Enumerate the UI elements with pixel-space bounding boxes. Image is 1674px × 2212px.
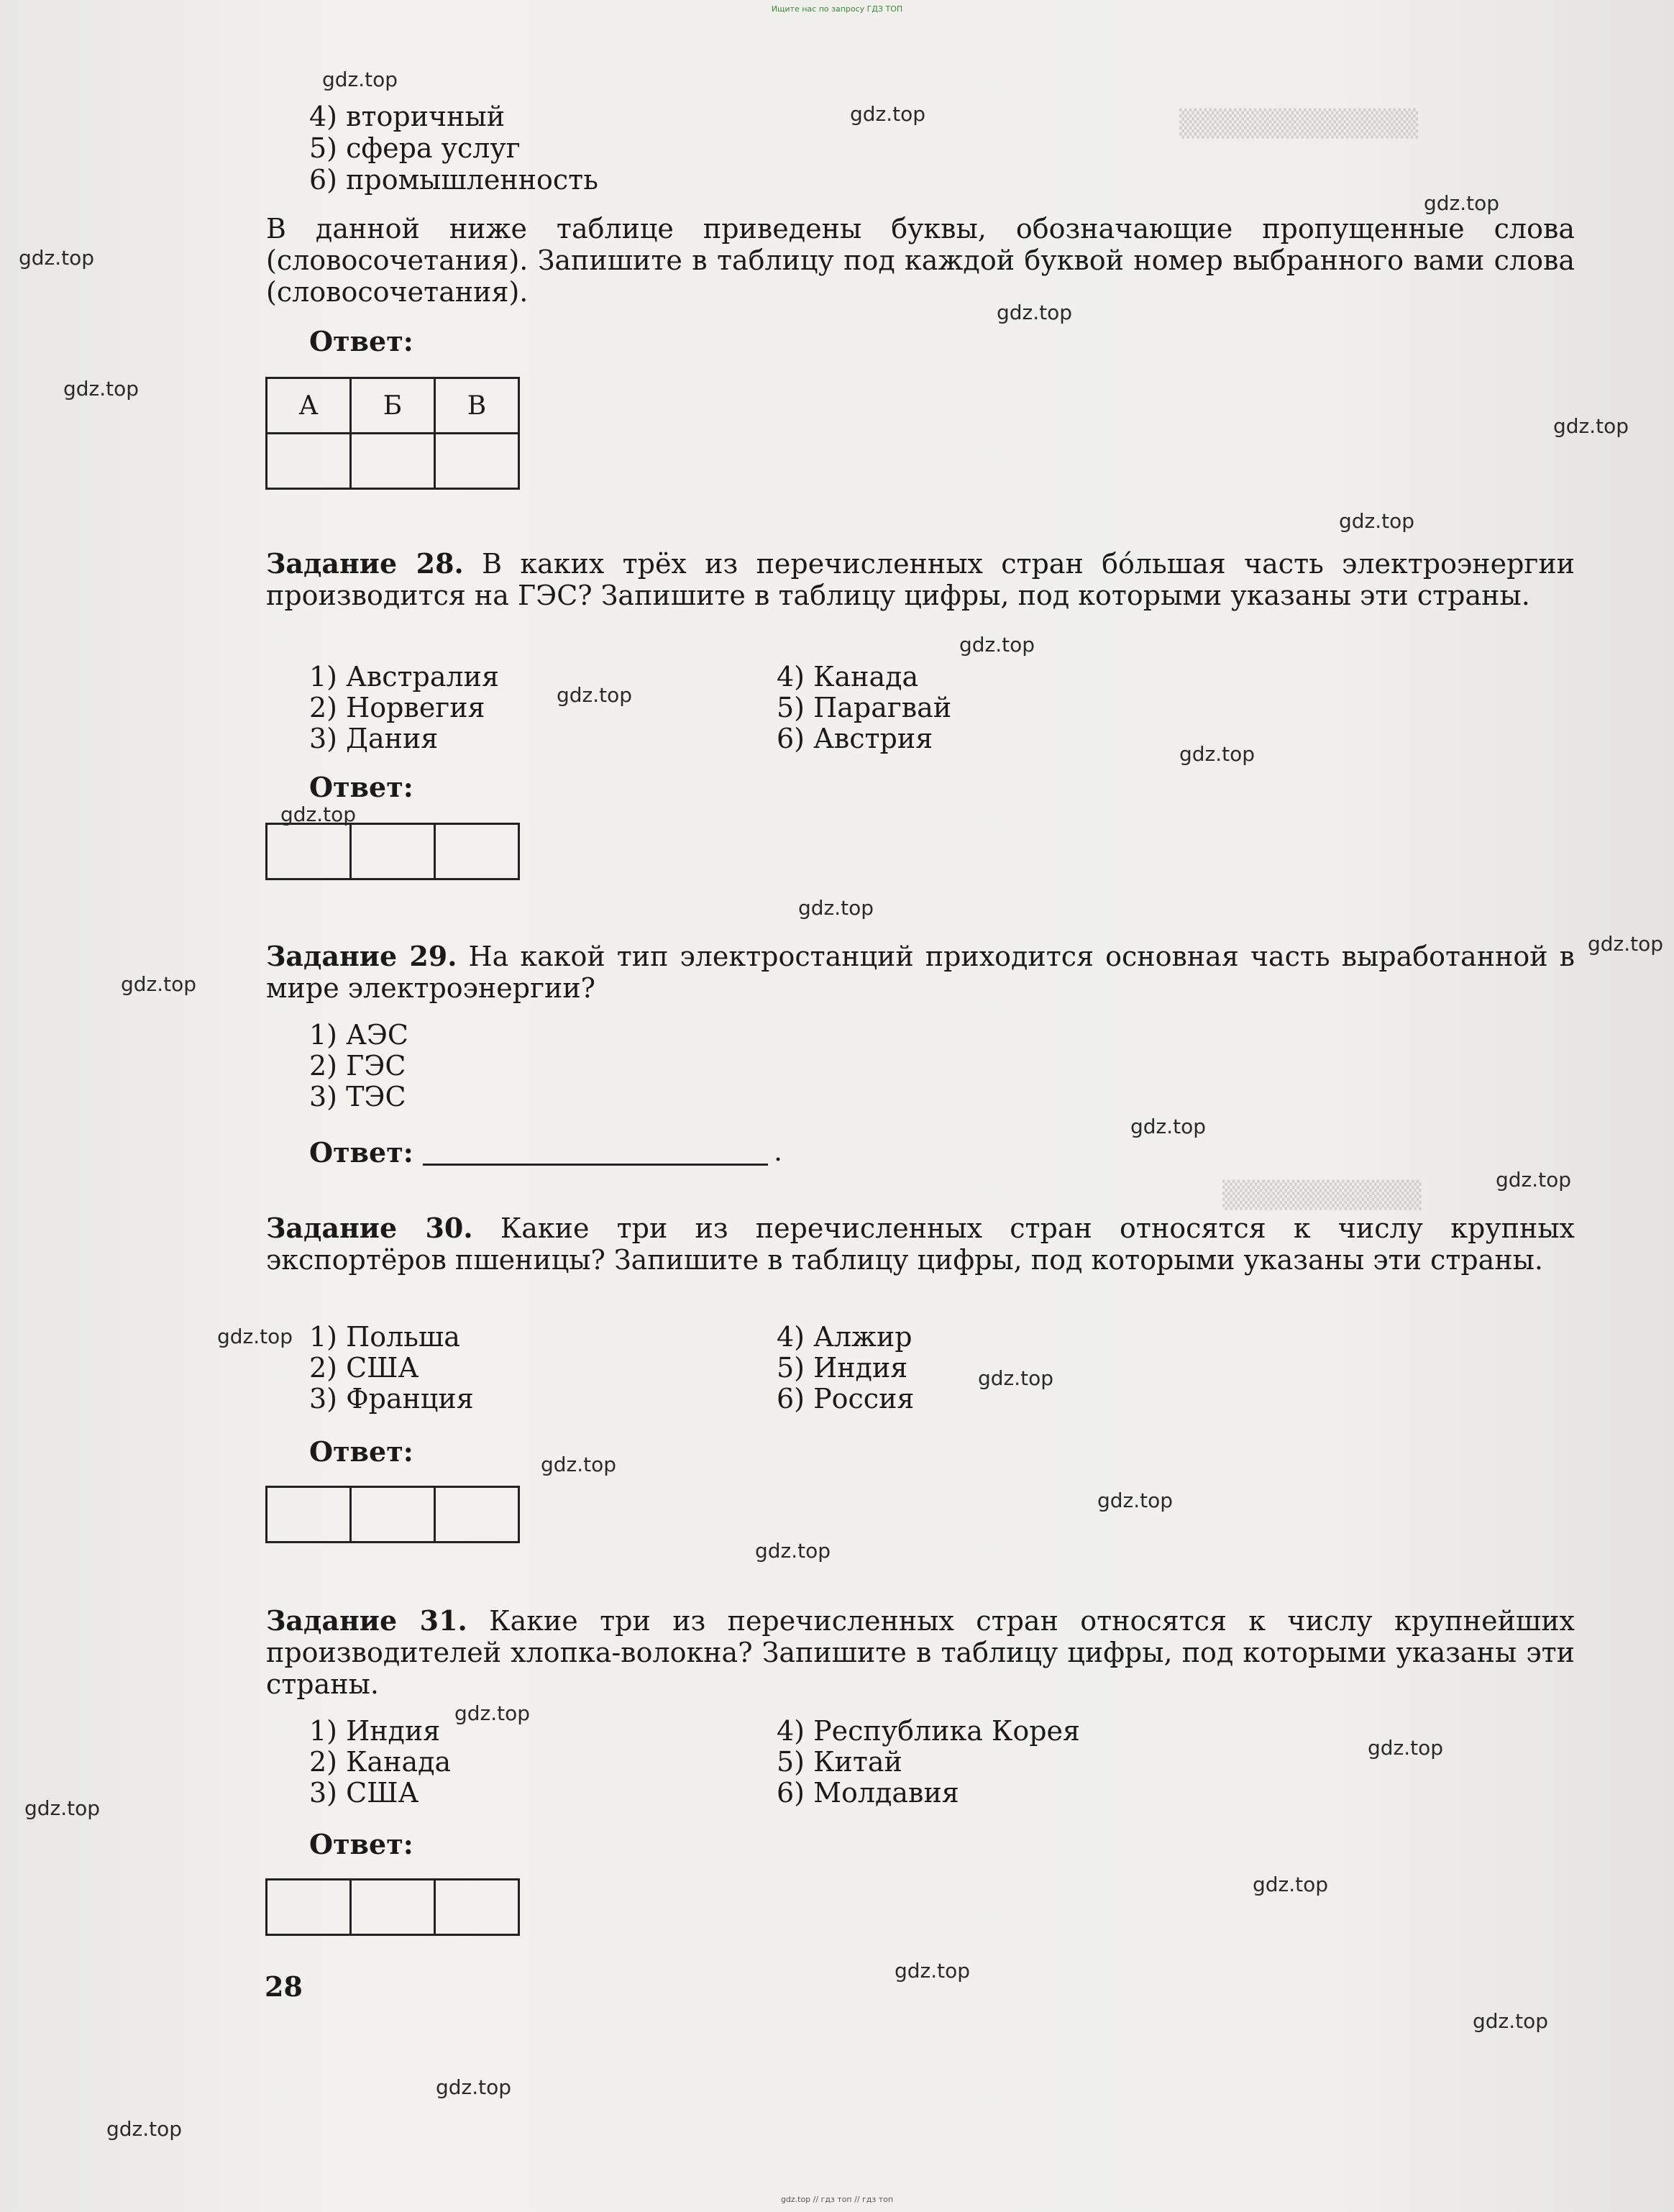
task30-option: 6) Россия xyxy=(777,1383,915,1415)
task29-text: На какой тип электростанций приходится основная часть выработанной в мире электроэнергии? xyxy=(266,941,1575,1004)
task28-option: 2) Норвегия xyxy=(309,692,485,723)
task30-option: 1) Польша xyxy=(309,1321,460,1353)
watermark: gdz.top xyxy=(322,68,398,91)
answer-cell[interactable] xyxy=(351,434,435,489)
watermark: gdz.top xyxy=(755,1539,831,1563)
answer-cell[interactable] xyxy=(435,824,519,879)
answer-cell[interactable] xyxy=(267,1880,351,1935)
task31-title: Задание 31. xyxy=(266,1604,467,1637)
task28-answer-table xyxy=(265,823,520,880)
task28-option: 6) Австрия xyxy=(777,723,933,754)
task30-option: 5) Индия xyxy=(777,1352,908,1384)
watermark: gdz.top xyxy=(557,683,633,707)
task29-block xyxy=(266,941,1575,1004)
watermark: gdz.top xyxy=(454,1701,531,1725)
watermark: gdz.top xyxy=(798,896,874,920)
watermark: gdz.top xyxy=(19,246,95,270)
bottom-banner: gdz.top // гдз топ // гдз топ xyxy=(780,2195,894,2204)
answer-cell[interactable] xyxy=(267,824,351,879)
answer-label: Ответ: xyxy=(309,771,413,803)
watermark: gdz.top xyxy=(850,102,926,126)
watermark: gdz.top xyxy=(121,972,197,996)
task28-option: 4) Канада xyxy=(777,661,919,693)
watermark: gdz.top xyxy=(895,1959,971,1983)
task29-answer-line[interactable] xyxy=(423,1164,768,1166)
task28-option: 3) Дания xyxy=(309,723,439,754)
intro-option: 5) сфера услуг xyxy=(309,132,521,164)
answer-cell[interactable] xyxy=(351,824,435,879)
task31-option: 6) Молдавия xyxy=(777,1777,959,1809)
task28-option: 5) Парагвай xyxy=(777,692,952,723)
task31-option: 2) Канада xyxy=(309,1746,452,1778)
task31-text: Какие три из перечисленных стран относятся к числу крупнейших производителей хлопка-волокна? Запишите в таблицу цифры, под которыми указаны эти страны. xyxy=(266,1605,1575,1700)
answer-cell[interactable] xyxy=(435,434,519,489)
watermark: gdz.top xyxy=(1588,932,1664,956)
watermark: gdz.top xyxy=(24,1796,101,1820)
task29-title: Задание 29. xyxy=(266,940,457,972)
task31-option: 3) США xyxy=(309,1777,419,1809)
watermark: gdz.top xyxy=(1339,509,1415,533)
table-header-a: А xyxy=(267,378,351,434)
task31-block xyxy=(266,1605,1575,1700)
task30-text: Какие три из перечисленных стран относятся к числу крупных экспортёров пшеницы? Запишите в таблицу цифры, под которыми указаны эти страны. xyxy=(266,1212,1575,1276)
task29-option: 3) ТЭС xyxy=(309,1081,406,1112)
task28-block xyxy=(266,548,1575,611)
answer-label: Ответ: xyxy=(309,1136,413,1169)
answer-cell[interactable] xyxy=(267,1487,351,1543)
watermark: gdz.top xyxy=(1253,1873,1329,1896)
answer-cell[interactable] xyxy=(267,434,351,489)
bleed-through: ▒▒▒▒▒▒▒▒▒▒ xyxy=(1222,1181,1422,1210)
task30-title: Задание 30. xyxy=(266,1212,473,1244)
answer-label: Ответ: xyxy=(309,325,413,357)
task30-option: 4) Алжир xyxy=(777,1321,913,1353)
watermark: gdz.top xyxy=(1424,191,1500,215)
task28-text: В каких трёх из перечисленных стран бо́льшая часть электроэнергии производится на ГЭС? Запишите в таблицу цифры, под которыми указаны эти страны. xyxy=(266,548,1575,611)
page-number: 28 xyxy=(265,1970,303,2003)
table-header-b: Б xyxy=(351,378,435,434)
answer-table-abv xyxy=(265,377,520,490)
watermark: gdz.top xyxy=(1130,1115,1207,1138)
watermark: gdz.top xyxy=(280,803,357,826)
answer-label: Ответ: xyxy=(309,1435,413,1468)
watermark: gdz.top xyxy=(1097,1489,1174,1512)
watermark: gdz.top xyxy=(959,633,1035,657)
watermark: gdz.top xyxy=(541,1453,617,1476)
answer-cell[interactable] xyxy=(435,1487,519,1543)
watermark: gdz.top xyxy=(978,1366,1054,1390)
watermark: gdz.top xyxy=(106,2117,183,2141)
watermark: gdz.top xyxy=(217,1325,293,1348)
table-header-v: В xyxy=(435,378,519,434)
task29-option: 1) АЭС xyxy=(309,1019,409,1051)
task31-option: 1) Индия xyxy=(309,1715,441,1747)
intro-text: В данной ниже таблице приведены буквы, обозначающие пропущенные слова (словосочетания). Запишите в таблицу под каждой буквой номер выбранного вами слова (словосочетания). xyxy=(266,213,1575,308)
task28-option: 1) Австралия xyxy=(309,661,499,693)
watermark: gdz.top xyxy=(63,377,140,401)
watermark: gdz.top xyxy=(1473,2009,1549,2033)
watermark: gdz.top xyxy=(1179,742,1256,766)
answer-dot: . xyxy=(774,1135,783,1167)
task31-answer-table xyxy=(265,1878,520,1936)
watermark: gdz.top xyxy=(436,2075,512,2099)
task30-answer-table xyxy=(265,1486,520,1543)
answer-cell[interactable] xyxy=(351,1880,435,1935)
task29-option: 2) ГЭС xyxy=(309,1050,406,1082)
intro-option: 4) вторичный xyxy=(309,101,506,132)
answer-cell[interactable] xyxy=(435,1880,519,1935)
watermark: gdz.top xyxy=(1368,1736,1444,1760)
task31-option: 5) Китай xyxy=(777,1746,902,1778)
watermark: gdz.top xyxy=(1496,1168,1572,1192)
task31-option: 4) Республика Корея xyxy=(777,1715,1081,1747)
answer-cell[interactable] xyxy=(351,1487,435,1543)
task28-title: Задание 28. xyxy=(266,547,464,580)
top-banner: Ищите нас по запросу ГДЗ ТОП xyxy=(771,4,903,14)
answer-label: Ответ: xyxy=(309,1828,413,1860)
task30-option: 3) Франция xyxy=(309,1383,474,1415)
watermark: gdz.top xyxy=(997,301,1073,324)
bleed-through: ▒▒▒▒▒▒▒▒▒▒▒▒ xyxy=(1179,109,1419,139)
task30-block xyxy=(266,1212,1575,1276)
watermark: gdz.top xyxy=(1553,414,1629,438)
task30-option: 2) США xyxy=(309,1352,419,1384)
intro-option: 6) промышленность xyxy=(309,164,598,196)
